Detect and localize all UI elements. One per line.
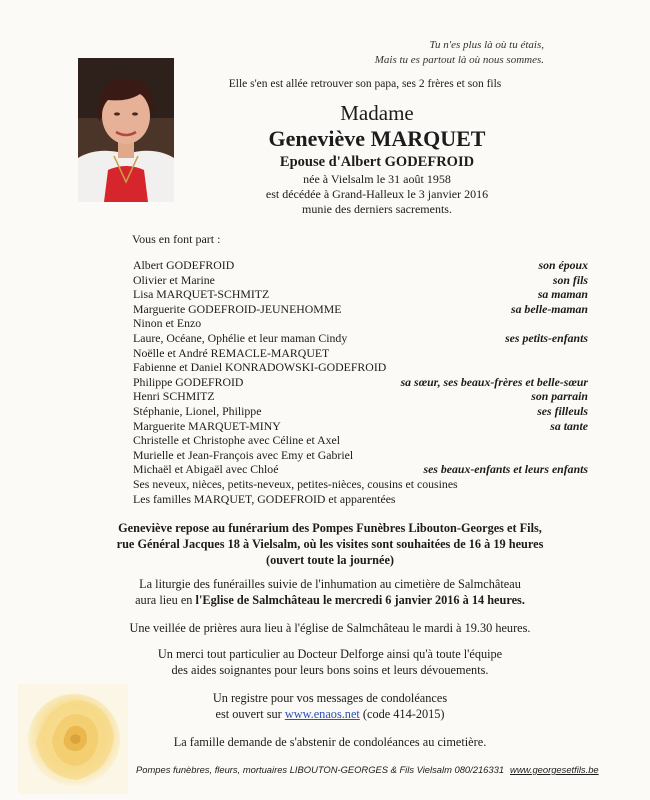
- family-member-name: Lisa MARQUET-SCHMITZ: [133, 287, 270, 302]
- rose-image: [18, 684, 128, 794]
- family-member-relation: son parrain: [531, 389, 588, 404]
- family-member-row: [133, 433, 588, 448]
- family-member-relation: son époux: [538, 258, 588, 272]
- family-member-name: Les familles MARQUET, GODEFROID et apparentées: [133, 491, 396, 506]
- family-member-row: [133, 462, 588, 477]
- family-member-row: [133, 258, 588, 273]
- family-member-row: [133, 331, 588, 346]
- family-member-row: [133, 419, 588, 434]
- thanks-line-1: Un merci tout particulier au Docteur Delforge ainsi qu'à toute l'équipe: [157, 647, 503, 661]
- family-member-name: Marguerite MARQUET-MINY: [133, 418, 281, 433]
- family-member-name: Christelle et Christophe avec Céline et Axel: [133, 433, 341, 448]
- family-member-relation: ses beaux-enfants et leurs enfants: [423, 462, 588, 477]
- epigraph-line-1: Tu n'es plus là où tu étais,: [429, 39, 544, 51]
- family-member-name: Noëlle et André REMACLE-MARQUET: [133, 345, 330, 360]
- family-member-row: [133, 375, 588, 390]
- liturgy-block: [100, 576, 560, 608]
- birth-line: née à Vielsalm le 31 août 1958: [303, 172, 451, 186]
- family-member-name: Olivier et Marine: [133, 272, 215, 287]
- family-member-row: [133, 287, 588, 302]
- footer: [136, 764, 599, 775]
- visitation-line-1: Geneviève repose au funérarium des Pompes Funèbres Libouton-Georges et Fils,: [118, 521, 542, 535]
- thanks-line-2: des aides soignantes pour leurs bons soins et leurs dévouements.: [171, 663, 489, 677]
- family-member-row: [133, 302, 588, 317]
- family-member-relation: sa maman: [537, 287, 588, 302]
- family-member-name: Marguerite GODEFROID-JEUNEHOMME: [133, 301, 342, 316]
- family-member-row: [133, 448, 588, 463]
- family-member-name: Henri SCHMITZ: [133, 389, 215, 404]
- epigraph: [375, 38, 544, 68]
- liturgy-line-2: [100, 592, 560, 608]
- visitation-line-3: (ouvert toute la journée): [265, 553, 395, 567]
- family-member-relation: sa belle-maman: [510, 301, 588, 316]
- register-line-2: [100, 706, 560, 722]
- family-member-relation: sa tante: [550, 418, 588, 433]
- family-member-row: [133, 346, 588, 361]
- death-line: est décédée à Grand-Halleux le 3 janvier 2016: [265, 187, 489, 201]
- family-member-relation: ses filleuls: [537, 403, 588, 418]
- visitation-block: [100, 520, 560, 568]
- family-member-name: Albert GODEFROID: [133, 258, 235, 272]
- funeral-home-website[interactable]: www.georgesetfils.be: [510, 764, 599, 775]
- register-prefix: est ouvert sur: [215, 707, 285, 721]
- register-line-1: Un registre pour vos messages de condoléances: [212, 691, 448, 705]
- funeral-home-info: Pompes funèbres, fleurs, mortuaires LIBOUTON-GEORGES & Fils Vielsalm 080/216331: [136, 764, 505, 775]
- title: Madame: [340, 101, 414, 125]
- family-member-name: Ninon et Enzo: [133, 316, 202, 331]
- family-member-name: Murielle et Jean-François avec Emy et Gabriel: [133, 447, 354, 462]
- closing-line: La famille demande de s'abstenir de condoléances au cimetière.: [173, 735, 487, 749]
- family-member-name: Laure, Océane, Ophélie et leur maman Cindy: [133, 330, 348, 345]
- condolence-register-link[interactable]: www.enaos.net: [284, 707, 360, 721]
- family-member-row: [133, 316, 588, 331]
- deceased-name: Geneviève MARQUET: [268, 126, 486, 151]
- register-code: (code 414-2015): [359, 707, 445, 721]
- family-member-relation: sa sœur, ses beaux-frères et belle-sœur: [400, 374, 588, 389]
- vigil-line: Une veillée de prières aura lieu à l'église de Salmchâteau le mardi à 19.30 heures.: [129, 621, 531, 635]
- family-member-row: [133, 360, 588, 375]
- spouse-line: Epouse d'Albert GODEFROID: [279, 154, 475, 170]
- announce-line: Vous en font part :: [132, 232, 221, 246]
- family-member-relation: son fils: [552, 272, 588, 287]
- family-member-row: [133, 389, 588, 404]
- family-member-name: Stéphanie, Lionel, Philippe: [133, 403, 262, 418]
- family-member-name: Michaël et Abigaël avec Chloé: [133, 462, 279, 477]
- epigraph-line-2: Mais tu es partout là où nous sommes.: [374, 54, 544, 66]
- register-block: [100, 690, 560, 722]
- family-member-name: Fabienne et Daniel KONRADOWSKI-GODEFROID: [133, 360, 387, 375]
- family-member-row: [133, 273, 588, 288]
- liturgy-line-1: La liturgie des funérailles suivie de l'inhumation au cimetière de Salmchâteau: [139, 577, 521, 591]
- deceased-header: [190, 100, 564, 217]
- visitation-line-2: rue Général Jacques 18 à Vielsalm, où les visites sont souhaitées de 16 à 19 heures: [116, 537, 544, 551]
- sacraments-line: munie des derniers sacrements.: [302, 202, 452, 216]
- family-member-row: [133, 404, 588, 419]
- intro-line: Elle s'en est allée retrouver son papa, ses 2 frères et son fils: [228, 78, 502, 90]
- family-member-name: Ses neveux, nièces, petits-neveux, petites-nièces, cousins et cousines: [133, 476, 458, 491]
- family-member-relation: ses petits-enfants: [505, 330, 588, 345]
- family-member-name: Philippe GODEFROID: [133, 374, 244, 389]
- family-member-row: [133, 492, 588, 507]
- family-member-row: [133, 477, 588, 492]
- family-list: [133, 258, 588, 506]
- thanks-block: [100, 646, 560, 678]
- portrait-photo: [78, 58, 174, 202]
- liturgy-date: l'Eglise de Salmchâteau le mercredi 6 janvier 2016 à 14 heures.: [195, 593, 525, 607]
- liturgy-line-2-prefix: aura lieu en: [135, 593, 196, 607]
